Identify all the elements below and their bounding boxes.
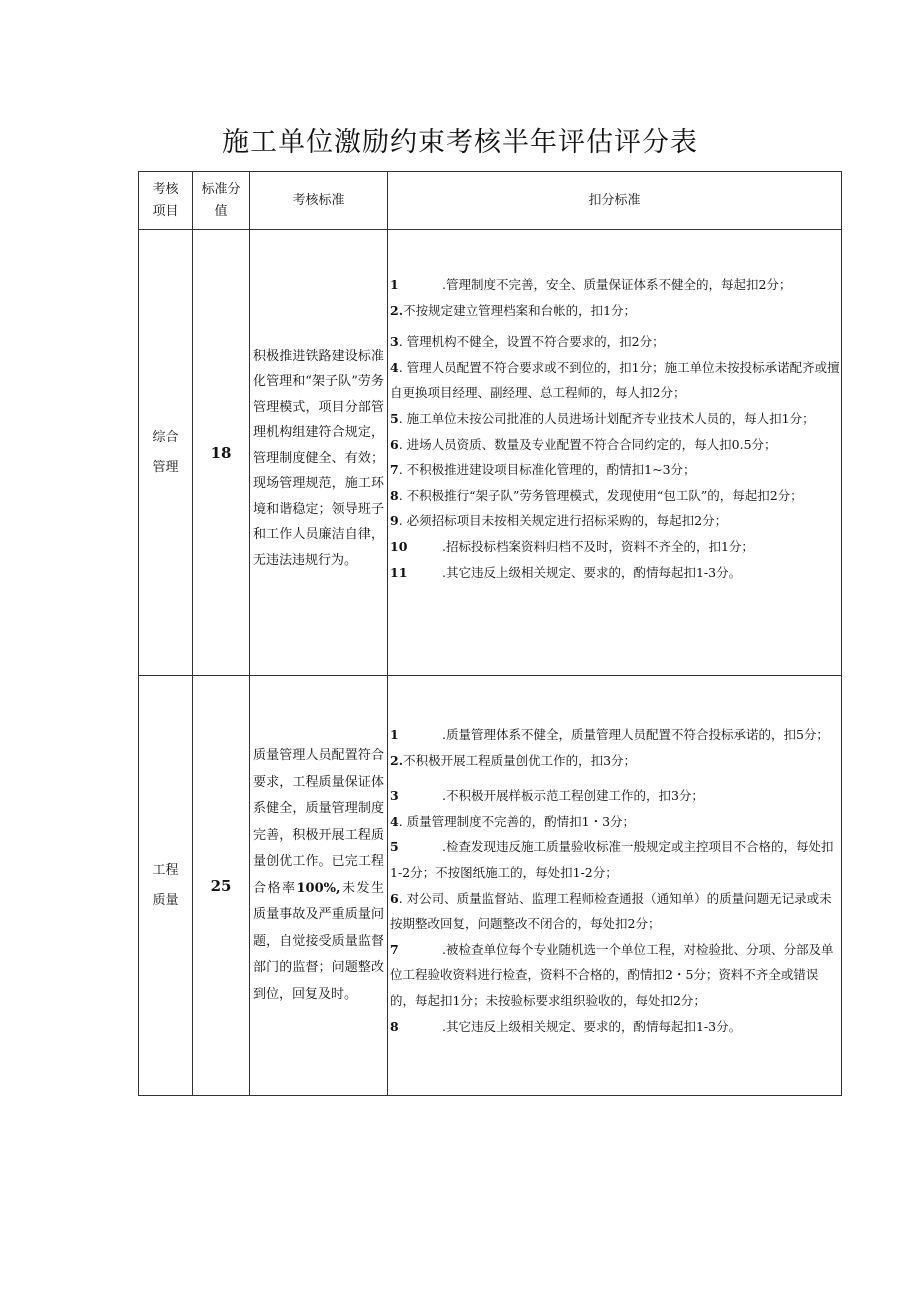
rule-number: 4 (390, 359, 399, 375)
deduction-rule (390, 272, 840, 298)
page-title: 施工单位激励约束考核半年评估评分表 (222, 127, 698, 158)
item-cell (139, 230, 193, 676)
rule-number: 3 (390, 334, 399, 350)
rule-number: 6 (390, 890, 399, 906)
standard-text-part: 质量管理人员配置符合要求，工程质量保证体系健全，质量管理制度完善，积极开展工程质量创优工作。已完工程合格率 (253, 748, 384, 896)
header-score (193, 172, 250, 230)
rule-number: 2. (390, 752, 404, 768)
rule-number: 5 (390, 839, 399, 855)
deduction-rule (390, 1014, 840, 1040)
deduction-cell (388, 230, 842, 676)
standard-text-part: 未发生质量事故及严重质量问题，自觉接受质量监督部门的监督；问题整改到位，回复及时。 (253, 880, 384, 1002)
rule-number: 8 (390, 1018, 399, 1034)
deduction-rule (390, 508, 840, 534)
rule-number: 1 (390, 727, 399, 742)
rule-text: .招标投标档案资料归档不及时，资料不齐全的，扣1分； (442, 538, 754, 554)
rule-text: .其它违反上级相关规定、要求的，酌情每起扣1-3分。 (442, 1018, 742, 1034)
rule-number: 7 (390, 462, 399, 478)
item-cell (139, 676, 193, 1096)
section-row-management (139, 230, 842, 676)
rule-number: 2. (390, 302, 404, 318)
rule-text: . 施工单位未按公司批准的人员进场计划配齐专业技术人员的，每人扣1分； (398, 410, 815, 426)
deduction-rule (390, 457, 840, 483)
rule-text: .质量管理体系不健全，质量管理人员配置不符合投标承诺的，扣5分； (442, 727, 829, 742)
standard-text (253, 743, 384, 1028)
deduction-rule (390, 483, 840, 509)
score-cell: 18 (193, 230, 250, 676)
header-item-line2: 项目 (152, 203, 179, 219)
deduction-rule (390, 355, 840, 406)
rule-number: 1 (390, 277, 399, 292)
header-standard: 考核标准 (250, 172, 388, 230)
score-table (138, 171, 842, 1096)
rule-text: . 必须招标项目未按相关规定进行招标采购的，每起扣2分； (398, 513, 728, 529)
deduction-rule (390, 722, 840, 748)
rule-number: 3 (390, 788, 399, 804)
rule-text: . 管理机构不健全，设置不符合要求的，扣2分； (398, 334, 665, 350)
header-item (139, 172, 193, 230)
deduction-rule (390, 783, 840, 809)
rule-text: 不按规定建立管理档案和台帐的，扣1分； (403, 302, 637, 318)
pass-rate-value: 100%, (296, 880, 341, 896)
deduction-rule (390, 937, 840, 1014)
rule-number: 11 (390, 564, 408, 580)
rule-text: . 进场人员资质、数量及专业配置不符合合同约定的，每人扣0.5分； (398, 436, 777, 452)
rule-number: 4 (390, 813, 399, 829)
deduction-rule (390, 298, 840, 324)
deduction-rule (390, 406, 840, 432)
standard-cell (250, 230, 388, 676)
rule-text: . 不积极推进建设项目标准化管理的，酌情扣1~3分； (398, 462, 696, 478)
rule-text: . 不积极推行“架子队”劳务管理模式，发现使用“包工队”的，每起扣2分； (398, 487, 803, 503)
header-score-line1: 标准分 (201, 181, 241, 197)
section-row-quality (139, 676, 842, 1096)
rule-number: 8 (390, 487, 399, 503)
score-cell: 25 (193, 676, 250, 1096)
deduction-rule (390, 834, 840, 885)
rule-text: . 管理人员配置不符合要求或不到位的，扣1分；施工单位未按投标承诺配齐或擅自更换项目经理、副经理、总工程师的，每人扣2分； (390, 359, 840, 401)
rule-number: 9 (390, 513, 399, 529)
rule-number: 10 (390, 538, 408, 554)
rule-text: . 质量管理制度不完善的，酌情扣1・3分； (398, 813, 636, 829)
header-deduction: 扣分标准 (388, 172, 842, 230)
item-label-line1: 综合 (152, 429, 179, 445)
rule-text: .不积极开展样板示范工程创建工作的，扣3分； (442, 788, 704, 804)
header-score-line2: 值 (214, 203, 228, 219)
rule-text: .其它违反上级相关规定、要求的，酌情每起扣1-3分。 (442, 564, 742, 580)
deduction-rule (390, 560, 840, 586)
item-label-line1: 工程 (152, 862, 179, 878)
deduction-rule (390, 886, 840, 937)
header-row (139, 172, 842, 230)
deduction-cell (388, 676, 842, 1096)
rule-text: . 对公司、质量监督站、监理工程师检查通报（通知单）的质量问题无记录或未按期整改回复，问题整改不闭合的，每处扣2分； (390, 890, 832, 932)
deduction-rule (390, 432, 840, 458)
rule-number: 7 (390, 941, 399, 957)
item-label-line2: 质量 (152, 892, 179, 908)
rule-number: 5 (390, 410, 399, 426)
rule-text: .检查发现违反施工质量验收标准一般规定或主控项目不合格的，每处扣1-2分；不按图纸施工的，每处扣1-2分； (390, 839, 834, 880)
deduction-rule (390, 534, 840, 560)
rule-number: 6 (390, 436, 399, 452)
deduction-rule (390, 809, 840, 835)
standard-cell (250, 676, 388, 1096)
deduction-rule (390, 748, 840, 774)
deduction-rule (390, 329, 840, 355)
rule-text: 不积极开展工程质量创优工作的，扣3分； (403, 752, 637, 768)
rule-text: .被检查单位每个专业随机选一个单位工程，对检验批、分项、分部及单位工程验收资料进行检查，资料不合格的，酌情扣2・5分；资料不齐全或错误的，每起扣1分；未按验标要求组织验收的，每处扣2分； (390, 941, 834, 1008)
header-item-line1: 考核 (152, 181, 179, 197)
rule-text: .管理制度不完善，安全、质量保证体系不健全的，每起扣2分； (442, 277, 792, 292)
standard-text: 积极推进铁路建设标准化管理和“架子队”劳务管理模式，项目分部管理机构组建符合规定，管理制度健全、有效；现场管理规范，施工环境和谐稳定；领导班子和工作人员廉洁自律，无违法违规行为。 (253, 348, 384, 568)
item-label-line2: 管理 (152, 459, 179, 475)
